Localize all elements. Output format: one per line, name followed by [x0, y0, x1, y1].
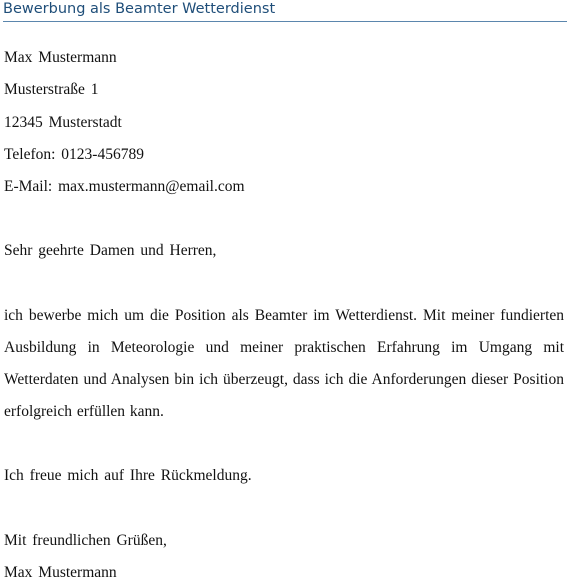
- sender-phone: Telefon: 0123-456789: [4, 146, 144, 163]
- sender-email: E-Mail: max.mustermann@email.com: [4, 178, 245, 195]
- closing-sentence: Ich freue mich auf Ihre Rückmeldung.: [4, 467, 252, 484]
- sender-street: Musterstraße 1: [4, 81, 99, 98]
- sender-name: Max Mustermann: [4, 49, 117, 66]
- signature-name: Max Mustermann: [4, 564, 117, 581]
- document-title: Bewerbung als Beamter Wetterdienst: [3, 1, 276, 17]
- valediction: Mit freundlichen Grüßen,: [4, 532, 167, 549]
- sender-city: 12345 Musterstadt: [4, 114, 122, 131]
- header-divider: [3, 21, 567, 22]
- letter-body-paragraph: ich bewerbe mich um die Position als Beamter im Wetterdienst. Mit meiner fundierten Ausbildung in Meteorologie und meiner praktischen Erfahrung im Umgang mit Wetterdaten und Analysen bin ich überzeugt, dass ich die Anforderungen dieser Position erfolgreich erfüllen kann.: [4, 307, 564, 420]
- salutation: Sehr geehrte Damen und Herren,: [4, 242, 217, 259]
- document-header: [3, 0, 567, 23]
